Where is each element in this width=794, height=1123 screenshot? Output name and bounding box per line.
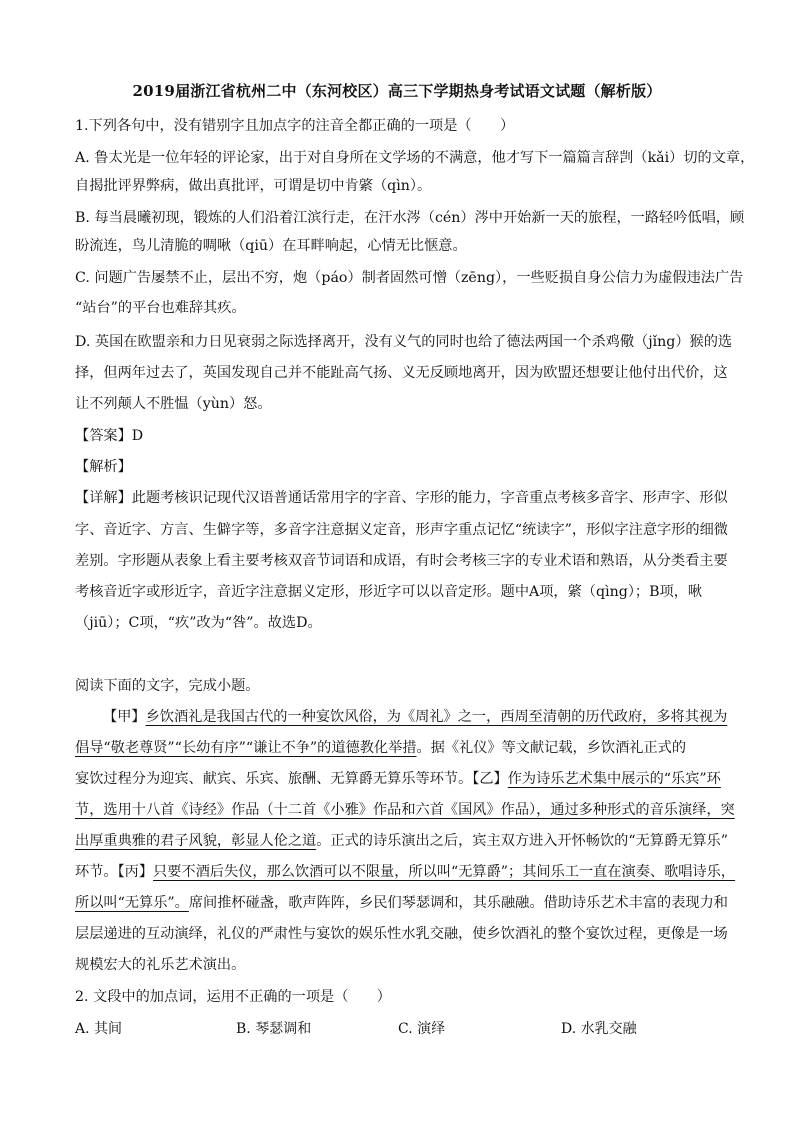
q1-detail-line2: 字、音近字、方言、生僻字等，多音字注意据义定音，形声字重点记忆“统读字”，形似字注意字形的细微 bbox=[75, 522, 728, 538]
passage-tag-bing: 【丙】 bbox=[117, 864, 154, 880]
passage-line5 bbox=[75, 831, 728, 851]
q1-option-d-line1: D. 英国在欧盟亲和力日见衰弱之际选择离开，没有义气的同时也给了德法两国一个杀鸡儆（jǐng）猴的选 bbox=[75, 334, 733, 350]
passage-text: 席间推杯碰盏，歌声阵阵，乡民们琴瑟调和，其乐融融。借助诗乐艺术丰富的表现力和 bbox=[188, 895, 728, 911]
q1-detail-line1: 【详解】此题考核识记现代汉语普通话常用字的字音、字形的能力，字音重点考核多音字、形声字、形似 bbox=[75, 490, 728, 506]
passage-line7 bbox=[75, 893, 728, 913]
passage-text: 。正式的诗乐演出之后，宾主双方进入开怀畅饮的“无算爵无算乐” bbox=[316, 833, 728, 849]
passage-underline-jia-1: 乡饮酒礼是我国古代的一种宴饮风俗，为《周礼》之一，西周至清朝的历代政府，多将其视为 bbox=[145, 709, 728, 725]
passage-underline-yi-3: 出厚重典雅的君子风貌，彰显人伦之道 bbox=[75, 833, 317, 849]
q1-option-b-line2: 盼流连，鸟儿清脆的啁啾（qiū）在耳畔响起，心情无比惬意。 bbox=[75, 238, 467, 254]
passage-text: 宴饮过程分为迎宾、献宾、乐宾、旅酬、无算爵无算乐等环节。 bbox=[75, 771, 473, 787]
q1-option-a-line1: A. 鲁太光是一位年轻的评论家，出于对自身所在文学场的不满意，他才写下一篇篇言辞剀（kǎi）切的文章， bbox=[75, 150, 755, 166]
document-title: 2019届浙江省杭州二中（东河校区）高三下学期热身考试语文试题（解析版） bbox=[132, 82, 662, 100]
q1-answer: 【答案】D bbox=[75, 428, 144, 444]
passage-line8: 层层递进的互动演绎，礼仪的严肃性与宴饮的娱乐性水乳交融，使乡饮酒礼的整个宴饮过程，更像是一场 bbox=[75, 926, 728, 942]
passage-line3 bbox=[75, 769, 721, 789]
passage-line6 bbox=[75, 862, 735, 882]
passage-line1 bbox=[103, 707, 727, 727]
q2-stem: 2. 文段中的加点词，运用不正确的一项是（ ） bbox=[75, 989, 391, 1005]
q1-stem: 1.下列各句中，没有错别字且加点字的注音全都正确的一项是（ ） bbox=[75, 118, 515, 134]
passage-line9: 规模宏大的礼乐艺术演出。 bbox=[75, 957, 246, 973]
passage-underline-yi-1: 作为诗乐艺术集中展示的“乐宾”环 bbox=[507, 771, 721, 787]
q2-option-c: C. 演绎 bbox=[398, 1021, 446, 1037]
q1-option-d-line3: 让不列颠人不胜愠（yùn）怒。 bbox=[75, 396, 272, 412]
q1-detail-line4: 考核音近字或形近字，音近字注意据义定形，形近字可以以音定形。题中A项，綮（qìng）；B项，啾 bbox=[75, 584, 703, 600]
q1-analysis-heading: 【解析】 bbox=[75, 459, 132, 475]
passage-tag-jia: 【甲】 bbox=[103, 709, 146, 725]
q1-option-b-line1: B. 每当晨曦初现，锻炼的人们沿着江滨行走，在汗水涔（cén）涔中开始新一天的旅程，一路轻吟低唱，顾 bbox=[75, 210, 745, 226]
passage-underline-jia-2: 倡导“敬老尊贤”“长幼有序”“谦让不争”的道德教化举措 bbox=[75, 740, 417, 756]
passage-text: 。据《礼仪》等文献记载，乡饮酒礼正式的 bbox=[416, 740, 687, 756]
q1-detail-line5: （jiū）；C项，“疚”改为“咎”。故选D。 bbox=[75, 615, 322, 631]
passage-underline-bing-1: 只要不酒后失仪，那么饮酒可以不限量，所以叫“无算爵”；其间乐工一直在演奏、歌唱诗乐， bbox=[153, 864, 736, 880]
passage-underline-yi-2: 节，选用十八首《诗经》作品（十二首《小雅》作品和六首《国风》作品），通过多种形式的音乐演绎，突 bbox=[75, 802, 735, 818]
passage-line4 bbox=[75, 800, 735, 820]
q1-option-c-line1: C. 问题广告屡禁不止，层出不穷，炮（páo）制者固然可憎（zēng），一些贬损自身公信力为虚假违法广告 bbox=[75, 270, 744, 286]
passage-intro: 阅读下面的文字，完成小题。 bbox=[75, 678, 260, 694]
passage-underline-bing-2: 所以叫“无算乐”。 bbox=[75, 895, 189, 911]
passage-line2 bbox=[75, 738, 686, 758]
q1-option-a-line2: 自揭批评界弊病，做出真批评，可谓是切中肯綮（qìn）。 bbox=[75, 178, 432, 194]
passage-text: 环节。 bbox=[75, 864, 118, 880]
q2-option-a: A. 其间 bbox=[75, 1021, 123, 1037]
q1-option-d-line2: 择，但两年过去了，英国发现自己并不能趾高气扬、义无反顾地离开，因为欧盟还想要让他付出代价，这 bbox=[75, 365, 728, 381]
q1-option-c-line2: “站台”的平台也难辞其疚。 bbox=[75, 300, 246, 316]
q2-option-b: B. 琴瑟调和 bbox=[236, 1021, 312, 1037]
passage-tag-yi: 【乙】 bbox=[472, 771, 508, 787]
q2-option-d: D. 水乳交融 bbox=[561, 1021, 637, 1037]
q1-detail-line3: 差别。字形题从表象上看主要考核双音节词语和成语，有时会考核三字的专业术语和熟语，从分类看主要 bbox=[75, 553, 728, 569]
